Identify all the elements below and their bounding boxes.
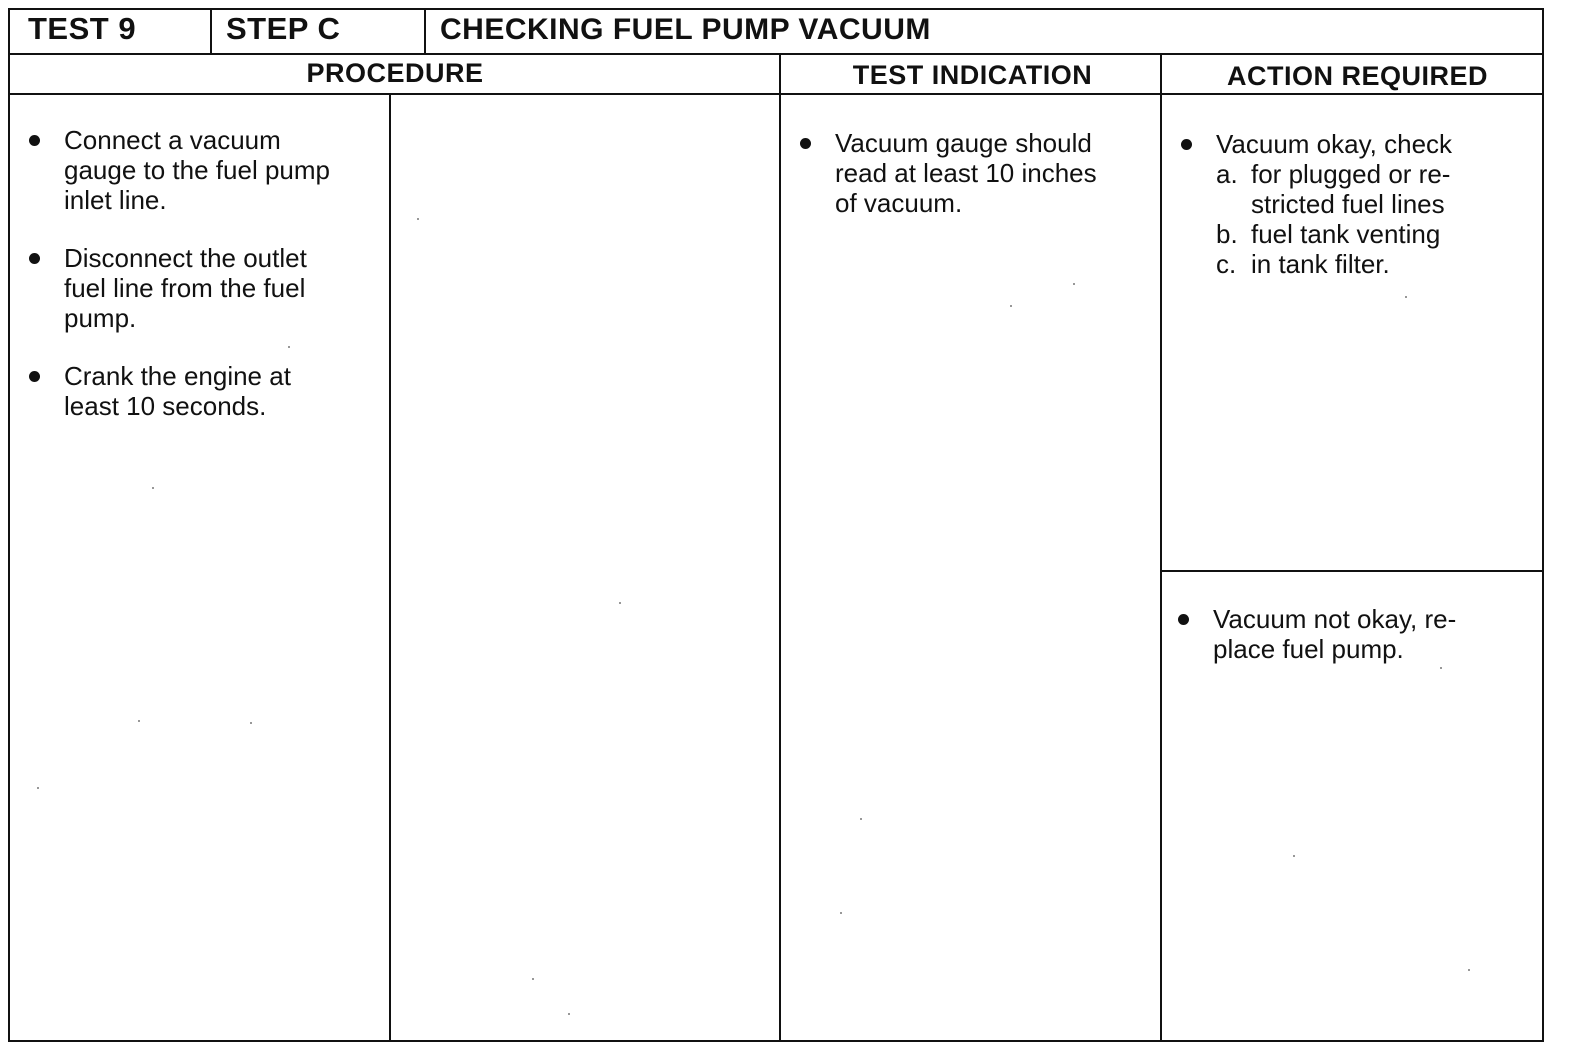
bullet-icon — [29, 135, 40, 146]
bullet-icon — [800, 138, 811, 149]
step-title-divider — [424, 8, 426, 54]
indication-line: Vacuum gauge should — [835, 128, 1092, 158]
procedure-line: Crank the engine at — [64, 361, 291, 391]
scan-speck — [138, 720, 140, 722]
action-okay-block — [1178, 129, 1538, 279]
action-sub-item-a — [1178, 159, 1538, 219]
scan-speck — [1293, 855, 1295, 857]
procedure-inner-divider — [389, 93, 391, 1042]
action-required-heading: ACTION REQUIRED — [1226, 61, 1488, 91]
indication-action-divider — [1160, 53, 1162, 1042]
scan-speck — [37, 787, 39, 789]
action-not-okay-line: place fuel pump. — [1213, 634, 1404, 664]
scan-speck — [1468, 969, 1470, 971]
action-sub-item-b — [1178, 219, 1538, 249]
sub-item-line: stricted fuel lines — [1251, 189, 1445, 219]
test-indication-heading: TEST INDICATION — [852, 60, 1093, 90]
scan-speck — [1073, 283, 1075, 285]
procedure-line: inlet line. — [64, 185, 167, 215]
sub-item-letter: a. — [1216, 159, 1238, 189]
bullet-icon — [29, 371, 40, 382]
scan-speck — [568, 1013, 570, 1015]
procedure-step — [26, 125, 386, 215]
action-not-okay-line: Vacuum not okay, re- — [1213, 604, 1457, 634]
procedure-step — [26, 361, 386, 421]
scan-speck — [532, 978, 534, 980]
scan-speck — [619, 602, 621, 604]
action-okay-text: Vacuum okay, check — [1216, 129, 1453, 159]
action-not-okay-list — [1175, 604, 1535, 664]
procedure-line: Disconnect the outlet — [64, 243, 307, 273]
column-header-divider — [8, 93, 1544, 95]
procedure-heading: PROCEDURE — [306, 58, 484, 88]
procedure-line: Connect a vacuum — [64, 125, 281, 155]
bullet-icon — [1178, 614, 1189, 625]
procedure-indication-divider — [779, 53, 781, 1042]
bullet-icon — [1181, 139, 1192, 150]
indication-line: of vacuum. — [835, 188, 963, 218]
procedure-list — [26, 125, 386, 421]
scan-speck — [1440, 667, 1442, 669]
procedure-line: least 10 seconds. — [64, 391, 267, 421]
sub-item-line: in tank filter. — [1251, 249, 1390, 279]
test-step-divider — [210, 8, 212, 54]
scan-speck — [1010, 305, 1012, 307]
action-not-okay-item — [1175, 604, 1535, 664]
bullet-icon — [29, 253, 40, 264]
procedure-line: pump. — [64, 303, 137, 333]
test-indication-list — [797, 128, 1152, 218]
scan-speck — [1405, 296, 1407, 298]
scan-speck — [288, 346, 290, 348]
action-okay-item — [1178, 129, 1538, 159]
scan-speck — [840, 912, 842, 914]
action-divider — [1160, 570, 1544, 572]
action-sub-item-c — [1178, 249, 1538, 279]
scan-speck — [417, 218, 419, 220]
step-label: STEP C — [226, 11, 341, 46]
sub-item-line: fuel tank venting — [1251, 219, 1441, 249]
procedure-line: fuel line from the fuel — [64, 273, 306, 303]
procedure-line: gauge to the fuel pump — [64, 155, 330, 185]
sub-item-letter: c. — [1216, 249, 1237, 279]
sub-item-line: for plugged or re- — [1251, 159, 1451, 189]
indication-line: read at least 10 inches — [835, 158, 1097, 188]
header-divider — [8, 53, 1544, 55]
scan-speck — [250, 722, 252, 724]
scan-speck — [152, 487, 154, 489]
scan-speck — [860, 818, 862, 820]
test-number: TEST 9 — [28, 11, 137, 46]
page-title: CHECKING FUEL PUMP VACUUM — [440, 13, 931, 46]
test-indication-item — [797, 128, 1152, 218]
sub-item-letter: b. — [1216, 219, 1238, 249]
procedure-step — [26, 243, 386, 333]
